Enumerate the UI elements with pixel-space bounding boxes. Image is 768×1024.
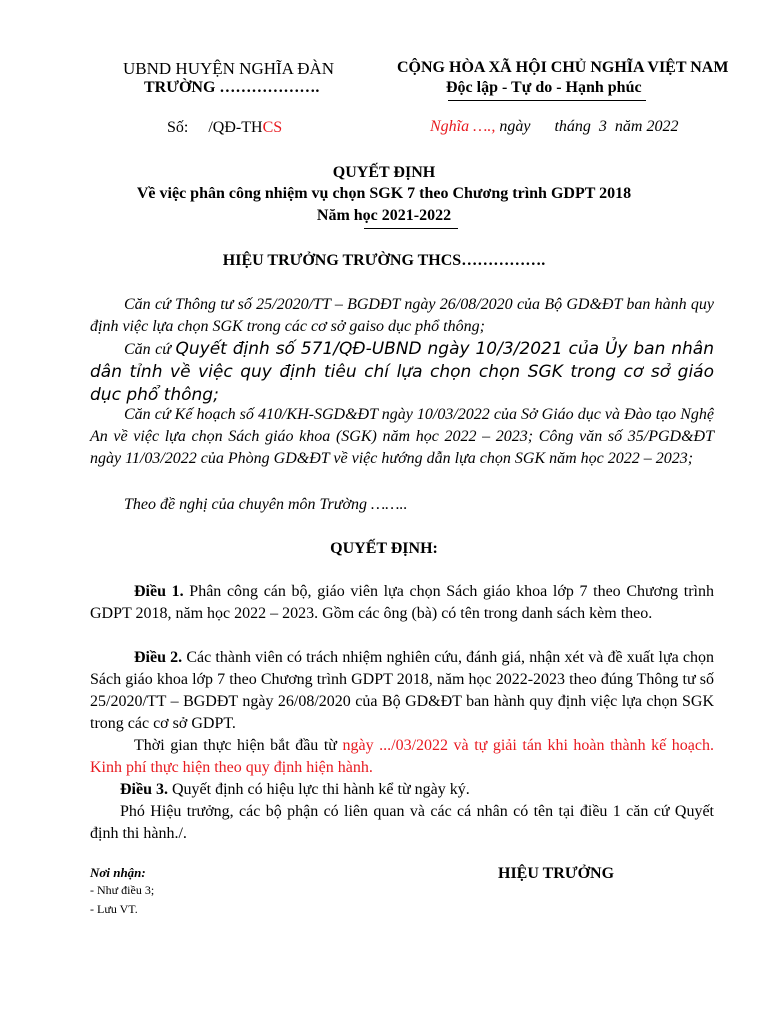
article-1-text: Phân công cán bộ, giáo viên lựa chọn Sách giáo khoa lớp 7 theo Chương trình GDPT 2018, năm học 2022 – 2023. Gồm các ông (bà) có tên trong danh sách kèm theo. xyxy=(90,583,714,622)
article-3-text: Quyết định có hiệu lực thi hành kể từ ngày ký. xyxy=(168,781,470,798)
decision-number xyxy=(167,119,282,137)
date-rest: ngày tháng 3 năm 2022 xyxy=(495,118,679,135)
signature-title: HIỆU TRƯỞNG xyxy=(498,865,615,882)
timeline-prefix: Thời gian thực hiện bắt đầu từ xyxy=(134,737,343,754)
article-1 xyxy=(90,581,714,625)
basis-decision-prefix: Căn cứ xyxy=(124,341,176,358)
national-title: CỘNG HÒA XÃ HỘI CHỦ NGHĨA VIỆT NAM xyxy=(397,59,729,76)
document-title: QUYẾT ĐỊNH xyxy=(332,164,436,181)
basis-decision-text: Quyết định số 571/QĐ-UBND ngày 10/3/2021 của Ủy ban nhân dân tỉnh về việc quy định tiêu chí lựa chọn chọn SGK trong cơ sở giáo dục phổ thông; xyxy=(90,339,714,405)
motto-underline xyxy=(448,100,646,101)
number-suffix: CS xyxy=(262,119,283,136)
recipient-item: - Lưu VT. xyxy=(90,902,138,916)
timeline-text: ngày .../03/2022 và tự giải tán khi hoàn thành kế hoạch. Kinh phí thực hiện theo quy định hiện hành. xyxy=(90,737,714,776)
article-1-label: Điều 1. xyxy=(134,583,184,600)
title-underline xyxy=(364,228,458,229)
basis-plan: Căn cứ Kế hoạch số 410/KH-SGD&ĐT ngày 10/03/2022 của Sở Giáo dục và Đào tạo Nghệ An về việc lựa chọn Sách giáo khoa (SGK) năm học 2022 – 2023; Công văn số 35/PGD&ĐT ngày 11/03/2022 của Phòng GD&ĐT về việc hướng dẫn lựa chọn SGK năm học 2022 – 2023; xyxy=(90,406,714,467)
article-2 xyxy=(90,647,714,735)
article-2-label: Điều 2. xyxy=(134,649,183,666)
district-name: UBND HUYỆN NGHĨA ĐÀN xyxy=(123,59,335,78)
article-2-text: Các thành viên có trách nhiệm nghiên cứu, đánh giá, nhận xét và đề xuất lựa chọn Sách giáo khoa lớp 7 theo Chương trình GDPT 2018, năm học 2022-2023 theo đúng Thông tư số 25/2020/TT – BGDĐT ngày 26/08/2020 của Bộ GD&ĐT ban hành quy định việc lựa chọn SGK trong các cơ sở GDPT. xyxy=(90,649,714,732)
date-place: Nghĩa …., xyxy=(430,118,496,135)
basis-decision xyxy=(90,338,714,407)
decision-heading: QUYẾT ĐỊNH: xyxy=(330,540,438,557)
timeline-paragraph xyxy=(90,735,714,779)
school-year: Năm học 2021-2022 xyxy=(316,207,452,224)
national-motto: Độc lập - Tự do - Hạnh phúc xyxy=(446,79,642,96)
document-subject: Về việc phân công nhiệm vụ chọn SGK 7 theo Chương trình GDPT 2018 xyxy=(136,185,632,202)
basis-circular: Căn cứ Thông tư số 25/2020/TT – BGDĐT ngày 26/08/2020 của Bộ GD&ĐT ban hành quy định việc lựa chọn SGK trong các cơ sở gaiso dục phổ thông; xyxy=(90,296,714,335)
article-3-label: Điều 3. xyxy=(120,781,168,798)
date-line xyxy=(430,118,678,136)
closing-paragraph: Phó Hiệu trưởng, các bộ phận có liên quan và các cá nhân có tên tại điều 1 căn cứ Quyết định thi hành./. xyxy=(90,803,714,842)
recipients-heading: Nơi nhận: xyxy=(90,865,146,880)
school-name: TRƯỜNG ………………. xyxy=(144,79,320,96)
issuing-authority: HIỆU TRƯỞNG TRƯỜNG THCS……………. xyxy=(222,252,546,269)
basis-proposal: Theo đề nghị của chuyên môn Trường …….. xyxy=(124,496,408,513)
recipient-item: - Như điều 3; xyxy=(90,883,155,897)
article-3 xyxy=(90,779,714,801)
number-prefix: Số: /QĐ-TH xyxy=(167,119,263,136)
